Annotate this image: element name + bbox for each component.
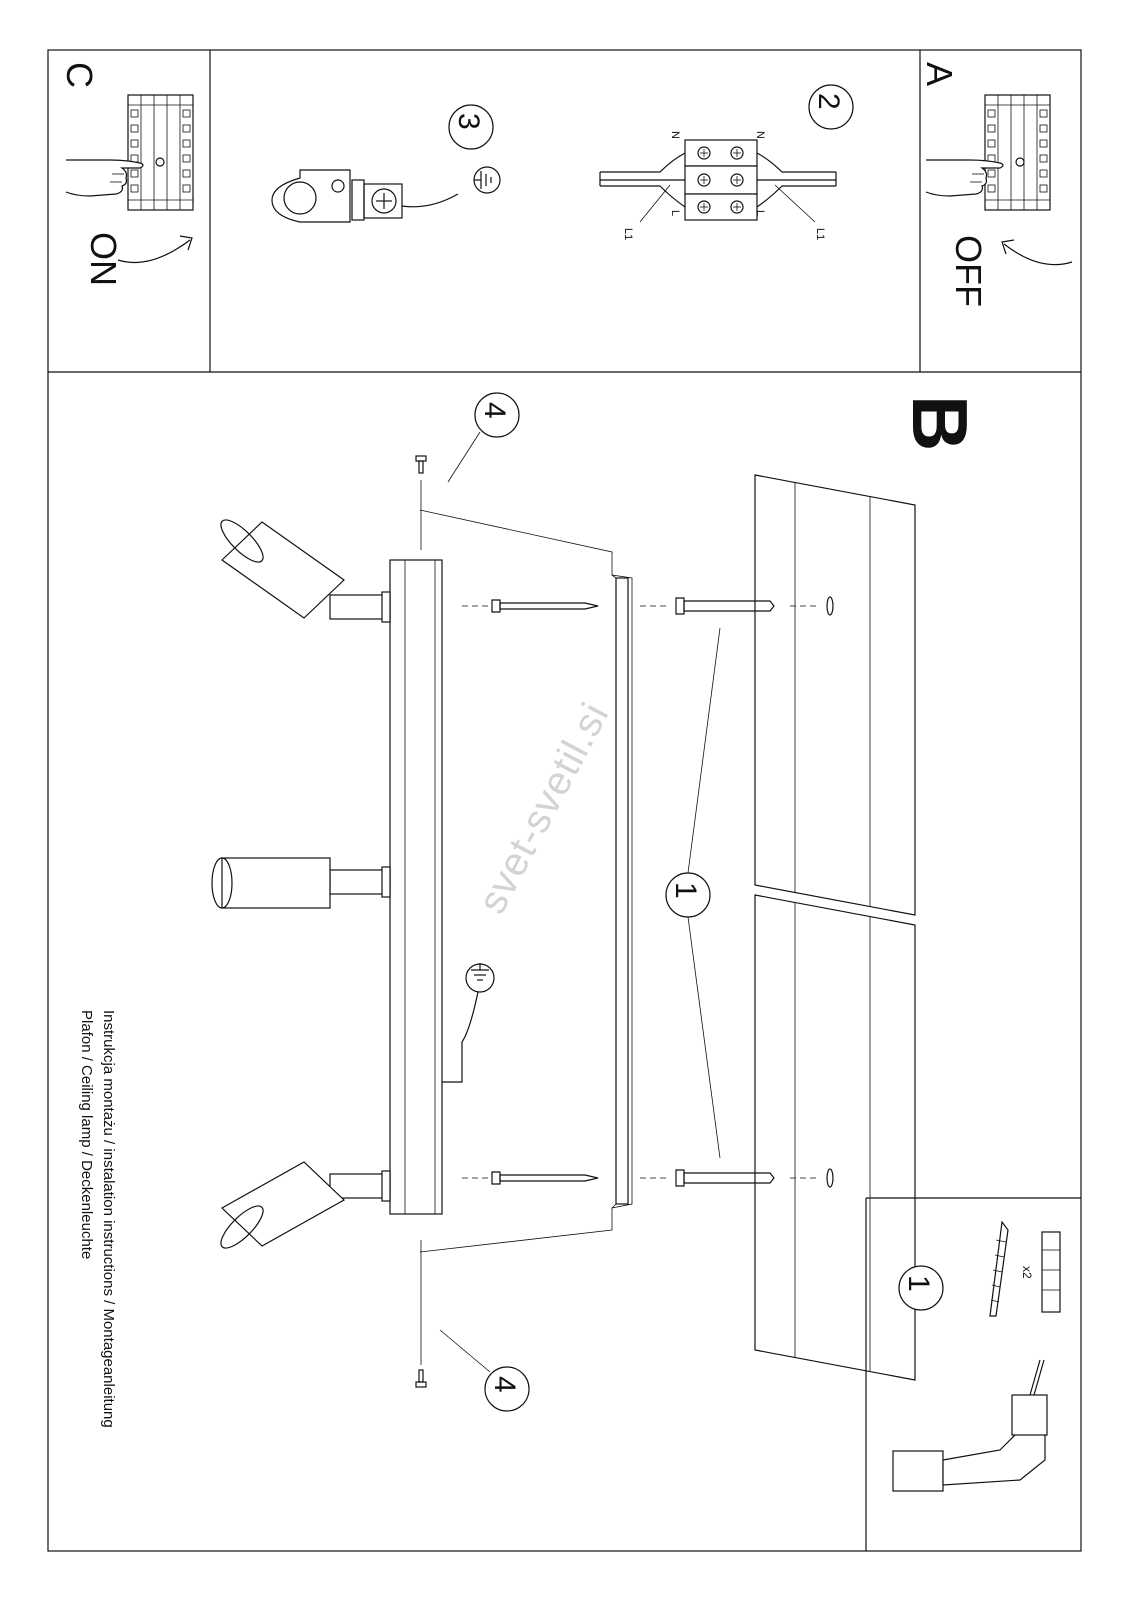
- wire-l1-right: L1: [814, 228, 826, 241]
- wire-l-right: L: [754, 210, 766, 217]
- wire-n-left: N: [669, 131, 681, 139]
- arrow-curve-icon: [1004, 244, 1072, 265]
- lamp-spot-icon: [215, 514, 390, 622]
- screw-icon: [462, 1172, 598, 1184]
- screw-icon: [990, 1222, 1008, 1316]
- wall-plug-icon: [640, 597, 833, 615]
- panel-c-state-label: ON: [83, 232, 124, 286]
- wire-l1-left: L1: [622, 228, 634, 241]
- kit-panel: [893, 1222, 1060, 1491]
- drill-icon: [893, 1360, 1047, 1491]
- step-4-bottom-label: 4: [488, 1376, 521, 1393]
- screw-icon: [416, 456, 426, 550]
- lamp-spot-icon: [212, 858, 390, 908]
- arrow-curve-icon: [118, 240, 190, 263]
- terminal-block-icon: [985, 95, 1050, 210]
- ground-symbol-icon: [442, 963, 494, 1082]
- ceiling-boards: [755, 475, 915, 1380]
- step-3-label: 3: [452, 113, 485, 130]
- panel-a-state-label: OFF: [948, 235, 989, 307]
- wall-plug-icon: [1042, 1232, 1060, 1312]
- panel-a-letter: A: [919, 62, 960, 87]
- step-4-top-label: 4: [478, 402, 511, 419]
- step-2-label: 2: [812, 93, 845, 110]
- terminal-block-icon: [685, 140, 757, 220]
- hand-switch-icon: [926, 160, 1003, 196]
- hand-switch-icon: [66, 160, 143, 196]
- ground-symbol-icon: [474, 167, 500, 193]
- wire-l-left: L: [669, 210, 681, 217]
- screw-icon: [462, 600, 598, 612]
- lamp-body-bar: [390, 560, 442, 1214]
- caption-line-2: Plafon / Ceiling lamp / Deckenleuchte: [78, 1010, 95, 1260]
- lamp-spot-icon: [215, 1162, 390, 1254]
- panel-b-letter: B: [896, 395, 984, 452]
- lamp-assembly: [212, 456, 833, 1387]
- kit-quantity: x2: [1020, 1266, 1034, 1279]
- watermark: svet-svetil.si: [470, 695, 618, 921]
- step-1-kit-label: 1: [902, 1275, 935, 1292]
- terminal-block-icon: [128, 95, 193, 210]
- screw-icon: [416, 1240, 426, 1387]
- step-4-bottom: [440, 1330, 529, 1411]
- wall-plug-icon: [640, 1169, 833, 1187]
- step-1-top-label: 1: [669, 882, 702, 899]
- caption-line-1: Instrukcja montażu / instalation instructions / Montageanleitung: [100, 1010, 117, 1428]
- panel-c-letter: C: [59, 62, 100, 88]
- wire-n-right: N: [754, 131, 766, 139]
